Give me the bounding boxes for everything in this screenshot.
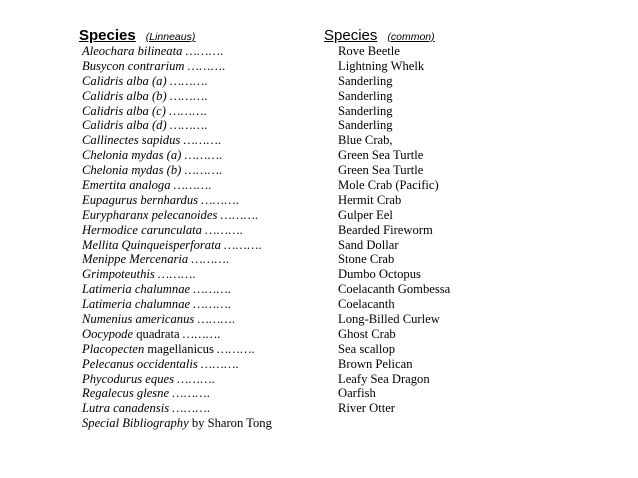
latin-name: Callinectes sapidus	[82, 133, 181, 148]
header-right-title: Species	[324, 27, 378, 44]
common-name: Dumbo Octopus	[338, 267, 421, 282]
common-name: Sea scallop	[338, 341, 396, 356]
latin-name-upright: quadrata	[136, 326, 180, 341]
latin-name: Aleochara bilineata	[82, 44, 183, 58]
latin-name-row	[82, 372, 272, 387]
common-name: Sand Dollar	[338, 237, 399, 252]
common-name: Coelacanth	[338, 297, 395, 312]
common-name: Blue Crab,	[338, 133, 393, 148]
latin-name-row	[82, 104, 272, 119]
latin-name: Calidris alba (b)	[82, 88, 167, 103]
header-common	[324, 27, 435, 45]
leader-dots: ……….	[187, 58, 226, 73]
latin-name-row	[82, 252, 272, 267]
latin-name-row	[82, 327, 272, 342]
common-name: Sanderling	[338, 118, 393, 133]
common-name: River Otter	[338, 401, 396, 416]
latin-name-row	[82, 59, 272, 74]
latin-name-row	[82, 401, 272, 416]
latin-name: Latimeria chalumnae	[82, 282, 191, 297]
latin-name-row	[82, 312, 272, 327]
latin-name-row	[82, 208, 272, 223]
bibliography-footer	[82, 416, 272, 431]
common-name: Lightning Whelk	[338, 58, 425, 73]
bibliography-author: by Sharon Tong	[191, 416, 272, 431]
latin-name-row	[82, 133, 272, 148]
leader-dots: ……….	[193, 297, 232, 312]
latin-name-row	[82, 238, 272, 253]
leader-dots: ……….	[201, 192, 240, 207]
latin-name-row	[82, 163, 272, 178]
latin-name: Calidris alba (d)	[82, 118, 167, 133]
latin-name-row	[82, 386, 272, 401]
leader-dots: ……….	[183, 133, 222, 148]
latin-name-upright: magellanicus	[147, 341, 214, 356]
latin-name-row	[82, 267, 272, 282]
latin-name: Calidris alba (a)	[82, 73, 167, 88]
leader-dots: ……….	[191, 252, 230, 267]
common-name: Oarfish	[338, 386, 376, 401]
latin-name-row	[82, 223, 272, 238]
latin-name: Mellita Quinqueisperforata	[82, 237, 221, 252]
leader-dots: ……….	[169, 73, 209, 88]
latin-name: Chelonia mydas (b)	[82, 163, 182, 178]
header-linneaus	[79, 27, 195, 45]
latin-name: Calidris alba (c)	[82, 103, 166, 118]
leader-dots: ……….	[193, 282, 232, 297]
common-name: Sanderling	[338, 88, 393, 103]
latin-name-row	[82, 178, 272, 193]
latin-name-row	[82, 148, 272, 163]
latin-name: Eupagurus bernhardus	[82, 192, 199, 207]
common-name: Leafy Sea Dragon	[338, 371, 430, 386]
leader-dots: ……….	[177, 371, 216, 386]
common-name: Long-Billed Curlew	[338, 312, 440, 327]
latin-name: Grimpoteuthis	[82, 267, 155, 282]
common-name-column	[338, 44, 450, 416]
leader-dots: ……….	[172, 386, 211, 401]
latin-name: Latimeria chalumnae	[82, 297, 191, 312]
latin-name-row	[82, 89, 272, 104]
common-name: Sanderling	[338, 103, 393, 118]
leader-dots: ……….	[205, 222, 244, 237]
header-left-subtitle: (Linneaus)	[145, 31, 196, 43]
common-name: Rove Beetle	[338, 44, 400, 58]
latin-name: Phycodurus eques	[82, 371, 174, 386]
header-right-subtitle: (common)	[387, 31, 435, 43]
common-name: Coelacanth Gombessa	[338, 282, 451, 297]
latin-name: Hermodice carunculata	[82, 222, 202, 237]
latin-name: Regalecus glesne	[82, 386, 170, 401]
common-name: Gulper Eel	[338, 207, 393, 222]
common-name: Bearded Fireworm	[338, 222, 433, 237]
common-name: Brown Pelican	[338, 356, 413, 371]
leader-dots: ……….	[173, 178, 213, 193]
bibliography-title: Special Bibliography	[82, 416, 189, 431]
latin-name-column	[82, 44, 272, 431]
common-name: Ghost Crab	[338, 326, 396, 341]
latin-name: Emertita analoga	[82, 178, 171, 193]
common-name: Sanderling	[338, 73, 393, 88]
latin-name: Pelecanus occidentalis	[82, 356, 198, 371]
latin-name-row	[82, 44, 272, 59]
leader-dots: ……….	[182, 326, 222, 341]
latin-name: Menippe Mercenaria	[82, 252, 189, 267]
latin-name: Chelonia mydas (a)	[82, 148, 182, 163]
leader-dots: ……….	[200, 356, 240, 371]
leader-dots: ……….	[217, 341, 256, 356]
latin-name: Oocypode	[82, 326, 134, 341]
latin-name: Placopecten	[82, 341, 145, 356]
leader-dots: ……….	[197, 312, 236, 327]
leader-dots: ……….	[185, 44, 224, 58]
leader-dots: ……….	[220, 207, 259, 222]
leader-dots: ……….	[169, 118, 209, 133]
latin-name: Eurypharanx pelecanoides	[82, 207, 218, 222]
latin-name: Lutra canadensis	[82, 401, 170, 416]
leader-dots: ……….	[184, 163, 223, 178]
latin-name: Numenius americanus	[82, 312, 195, 327]
header-left-title: Species	[79, 27, 136, 44]
common-name: Mole Crab (Pacific)	[338, 178, 439, 193]
common-name: Hermit Crab	[338, 192, 402, 207]
leader-dots: ……….	[169, 88, 209, 103]
leader-dots: ……….	[169, 103, 208, 118]
leader-dots: ……….	[224, 237, 263, 252]
leader-dots: ……….	[157, 267, 197, 282]
latin-name-row	[82, 297, 272, 312]
latin-name-row	[82, 193, 272, 208]
leader-dots: ……….	[172, 401, 211, 416]
leader-dots: ……….	[184, 148, 223, 163]
common-name: Green Sea Turtle	[338, 163, 424, 178]
latin-name: Busycon contrarium	[82, 58, 185, 73]
latin-name-row	[82, 282, 272, 297]
latin-name-row	[82, 74, 272, 89]
latin-name-row	[82, 118, 272, 133]
common-name: Green Sea Turtle	[338, 148, 424, 163]
common-name: Stone Crab	[338, 252, 395, 267]
latin-name-row	[82, 357, 272, 372]
latin-name-row	[82, 342, 272, 357]
